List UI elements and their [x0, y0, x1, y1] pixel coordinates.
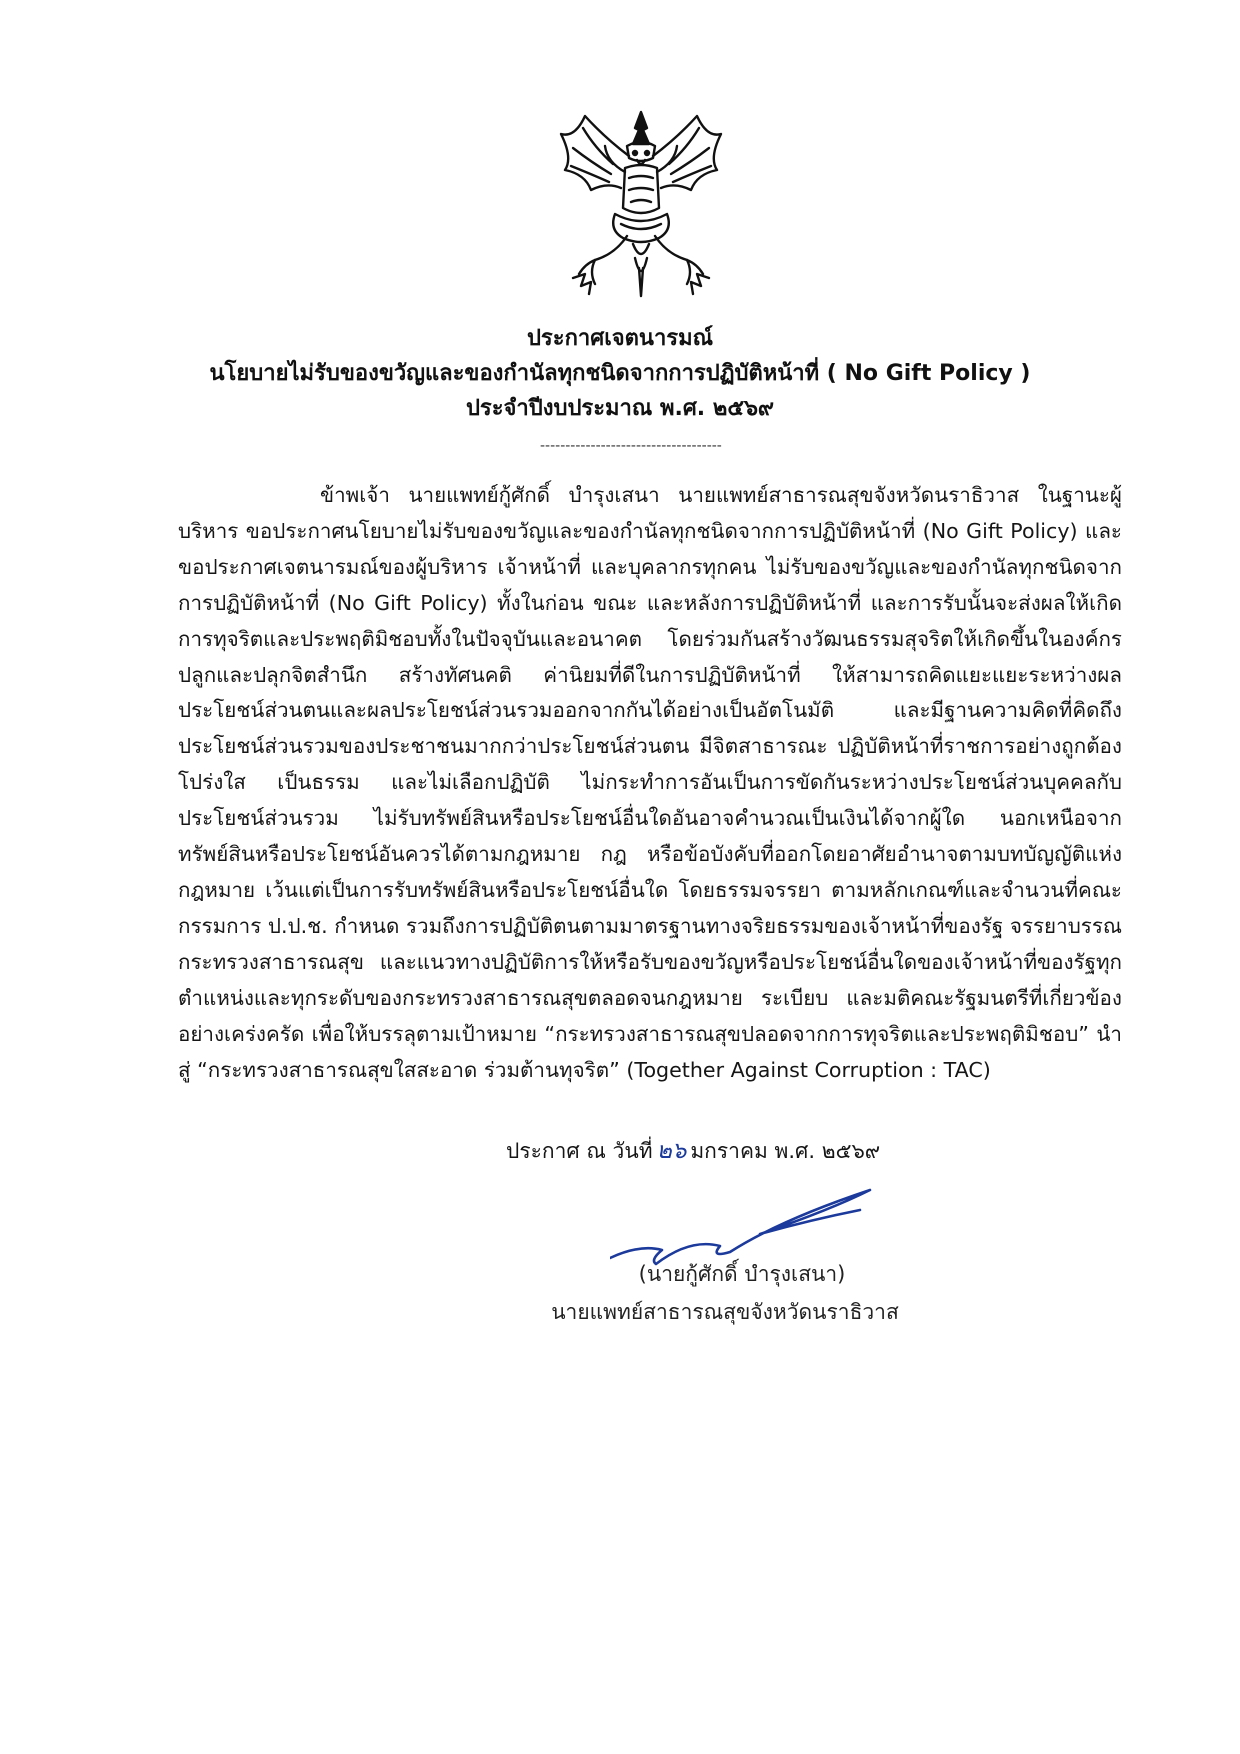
announcement-month-year: มกราคม พ.ศ. ๒๕๖๙ [690, 1139, 881, 1163]
garuda-emblem-icon [555, 108, 727, 300]
fiscal-year-line: ประจำปีงบประมาณ พ.ศ. ๒๕๖๙ [465, 396, 775, 421]
document-subtitle: นโยบายไม่รับของขวัญและของกำนัลทุกชนิดจากการปฏิบัติหน้าที่ ( No Gift Policy ) [209, 361, 1031, 386]
announcement-prefix: ประกาศ ณ วันที่ [506, 1139, 653, 1163]
body-paragraph: ข้าพเจ้า นายแพทย์กู้ศักดิ์ บำรุงเสนา นายแพทย์สาธารณสุขจังหวัดนราธิวาส ในฐานะผู้บริหาร ขอประกาศนโยบายไม่รับของขวัญและของกำนัลทุกชนิดจากการปฏิบัติหน้าที่ (No Gift Policy) และขอประกาศเจตนารมณ์ของผู้บริหาร เจ้าหน้าที่ และบุคลากรทุกคน ไม่รับของขวัญและของกำนัลทุกชนิดจากการปฏิบัติหน้าที่ (No Gift Policy) ทั้งในก่อน ขณะ และหลังการปฏิบัติหน้าที่ และการรับนั้นจะส่งผลให้เกิดการทุจริตและประพฤติมิชอบทั้งในปัจจุบันและอนาคต โดยร่วมกันสร้างวัฒนธรรมสุจริตให้เกิดขึ้นในองค์กร ปลูกและปลุกจิตสำนึก สร้างทัศนคติ ค่านิยมที่ดีในการปฏิบัติหน้าที่ ให้สามารถคิดแยะแยะระหว่างผลประโยชน์ส่วนตนและผลประโยชน์ส่วนรวมออกจากกันได้อย่างเป็นอัตโนมัติ และมีฐานความคิดที่คิดถึงประโยชน์ส่วนรวมของประชาชนมากกว่าประโยชน์ส่วนตน มีจิตสาธารณะ ปฏิบัติหน้าที่ราชการอย่างถูกต้อง โปร่งใส เป็นธรรม และไม่เลือกปฏิบัติ ไม่กระทำการอันเป็นการขัดกันระหว่างประโยชน์ส่วนบุคคลกับประโยชน์ส่วนรวม ไม่รับทรัพย์สินหรือประโยชน์อื่นใดอันอาจคำนวณเป็นเงินได้จากผู้ใด นอกเหนือจากทรัพย์สินหรือประโยชน์อันควรได้ตามกฎหมาย กฎ หรือข้อบังคับที่ออกโดยอาศัยอำนาจตามบทบัญญัติแห่งกฎหมาย เว้นแต่เป็นการรับทรัพย์สินหรือประโยชน์อื่นใด โดยธรรมจรรยา ตามหลักเกณฑ์และจำนวนที่คณะกรรมการ ป.ป.ช. กำหนด รวมถึงการปฏิบัติตนตามมาตรฐานทางจริยธรรมของเจ้าหน้าที่ของรัฐ จรรยาบรรณกระทรวงสาธารณสุข และแนวทางปฏิบัติการให้หรือรับของขวัญหรือประโยชน์อื่นใดของเจ้าหน้าที่ของรัฐทุกตำแหน่งและทุกระดับของกระทรวงสาธารณสุขตลอดจนกฎหมาย ระเบียบ และมติคณะรัฐมนตรีที่เกี่ยวข้องอย่างเคร่งครัด เพื่อให้บรรลุตามเป้าหมาย “กระทรวงสาธารณสุขปลอดจากการทุจริตและประพฤติมิชอบ” นำสู่ “กระทรวงสาธารณสุขใสสะอาด ร่วมต้านทุจริต” (Together Against Corruption : TAC) [178, 483, 1122, 1082]
announcement-day: ๒๖ [656, 1138, 687, 1164]
signatory-position: นายแพทย์สาธารณสุขจังหวัดนราธิวาส [551, 1300, 899, 1324]
document-title: ประกาศเจตนารมณ์ [526, 326, 714, 351]
announcement-date [506, 1134, 880, 1168]
signatory-name: (นายกู้ศักดิ์ บำรุงเสนา) [638, 1262, 846, 1286]
divider-line: ------------------------------------ [540, 438, 722, 454]
